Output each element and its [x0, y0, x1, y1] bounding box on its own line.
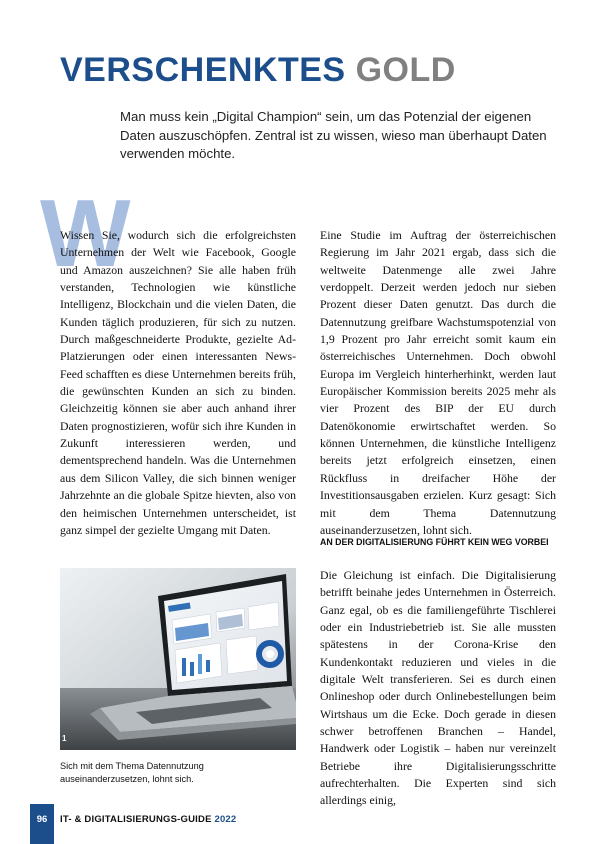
- figure-number: 1: [62, 734, 67, 743]
- article-lead: Man muss kein „Digital Champion“ sein, um das Potenzial der eigenen Daten auszuschöpfen. Zentral ist zu wissen, wieso man überhaupt Daten verwenden möchte.: [120, 109, 547, 161]
- body-column-1: Wissen Sie, wodurch sich die erfolgreichsten Unternehmen der Welt wie Facebook, Google und Amazon auszeichnen? Sie alle haben früh verstanden, Technologien wie künstliche Intelligenz, Blockchain und die vielen Daten, die Kunden täglich produzieren, für sich zu nutzen. Durch maßgeschneiderte Produkte, gezielte Ad-Platzierungen oder einen interessanten News-Feed schafften es diese Unternehmen bereits früh, die gewünschten Kunden an sich zu binden. Gleichzeitig können sie aber auch anhand ihrer Daten prognostizieren, wofür sich ihre Kunden in Zukunft interessieren werden, und dementsprechend handeln. Was die Unternehmen aus dem Silicon Valley, die sich binnen weniger Jahrzehnte an die globale Spitze hievten, also von den heimischen Unternehmen unterscheidet, ist ganz simpel der gezielte Umgang mit Daten.: [60, 228, 296, 537]
- title-part-blue: VERSCHENKTES: [60, 51, 356, 89]
- drop-cap: W: [40, 180, 131, 287]
- article-title: [60, 52, 456, 88]
- publication-year: 2022: [214, 814, 237, 825]
- title-part-grey: GOLD: [355, 51, 456, 89]
- section-subheading: AN DER DIGITALISIERUNG FÜHRT KEIN WEG VORBEI: [320, 537, 549, 547]
- publication-title: IT- & DIGITALISIERUNGS-GUIDE: [60, 814, 215, 825]
- running-footer: [60, 814, 236, 825]
- figure-caption: Sich mit dem Thema Datennutzung auseinanderzusetzen, lohnt sich.: [60, 761, 204, 784]
- laptop-photo: [60, 568, 296, 750]
- body-column-2: Eine Studie im Auftrag der österreichischen Regierung im Jahr 2021 ergab, dass sich die weltweite Datenmenge alle zwei Jahre verdoppelt. Derzeit werden jedoch nur sieben Prozent dieser Daten genutzt. Das durch die Datennutzung greifbare Wachstumspotenzial von 1,9 Prozent pro Jahr erreicht somit kaum ein österreichisches Unternehmen. Doch obwohl Europa im Vergleich hinterherhinkt, werden laut Europäischer Kommission bereits 2025 mehr als vier Prozent des BIP der EU durch Datenökonomie erwirtschaftet werden. So können Unternehmen, die künstliche Intelligenz bereits jetzt erfolgreich einsetzen, einen Rückfluss in dreifacher Höhe der Investitionsausgaben erzielen. Kurz gesagt: Sich mit dem Thema Datennutzung auseinanderzusetzen, lohnt sich.: [320, 228, 556, 537]
- laptop-illustration: [60, 568, 296, 750]
- page-number: 96: [36, 814, 48, 825]
- body-column-2-continued: Die Gleichung ist einfach. Die Digitalisierung betrifft beinahe jedes Unternehmen in Österreich. Ganz egal, ob es die familiengeführte Tischlerei oder ein Industriebetrieb ist. Sie alle mussten spätestens in der Corona-Krise den Kundenkontakt reduzieren und vieles in die digitale Welt transferieren. Sei es durch einen Onlineshop oder durch Onlinebestellungen beim Wirtshaus um die Ecke. Doch gerade in diesen schwer betroffenen Branchen – Handel, Handwerk oder Logistik – haben nur vereinzelt Betriebe ihre Digitalisierungsschritte aufrechterhalten. Die Experten sind sich allerdings einig,: [320, 568, 556, 808]
